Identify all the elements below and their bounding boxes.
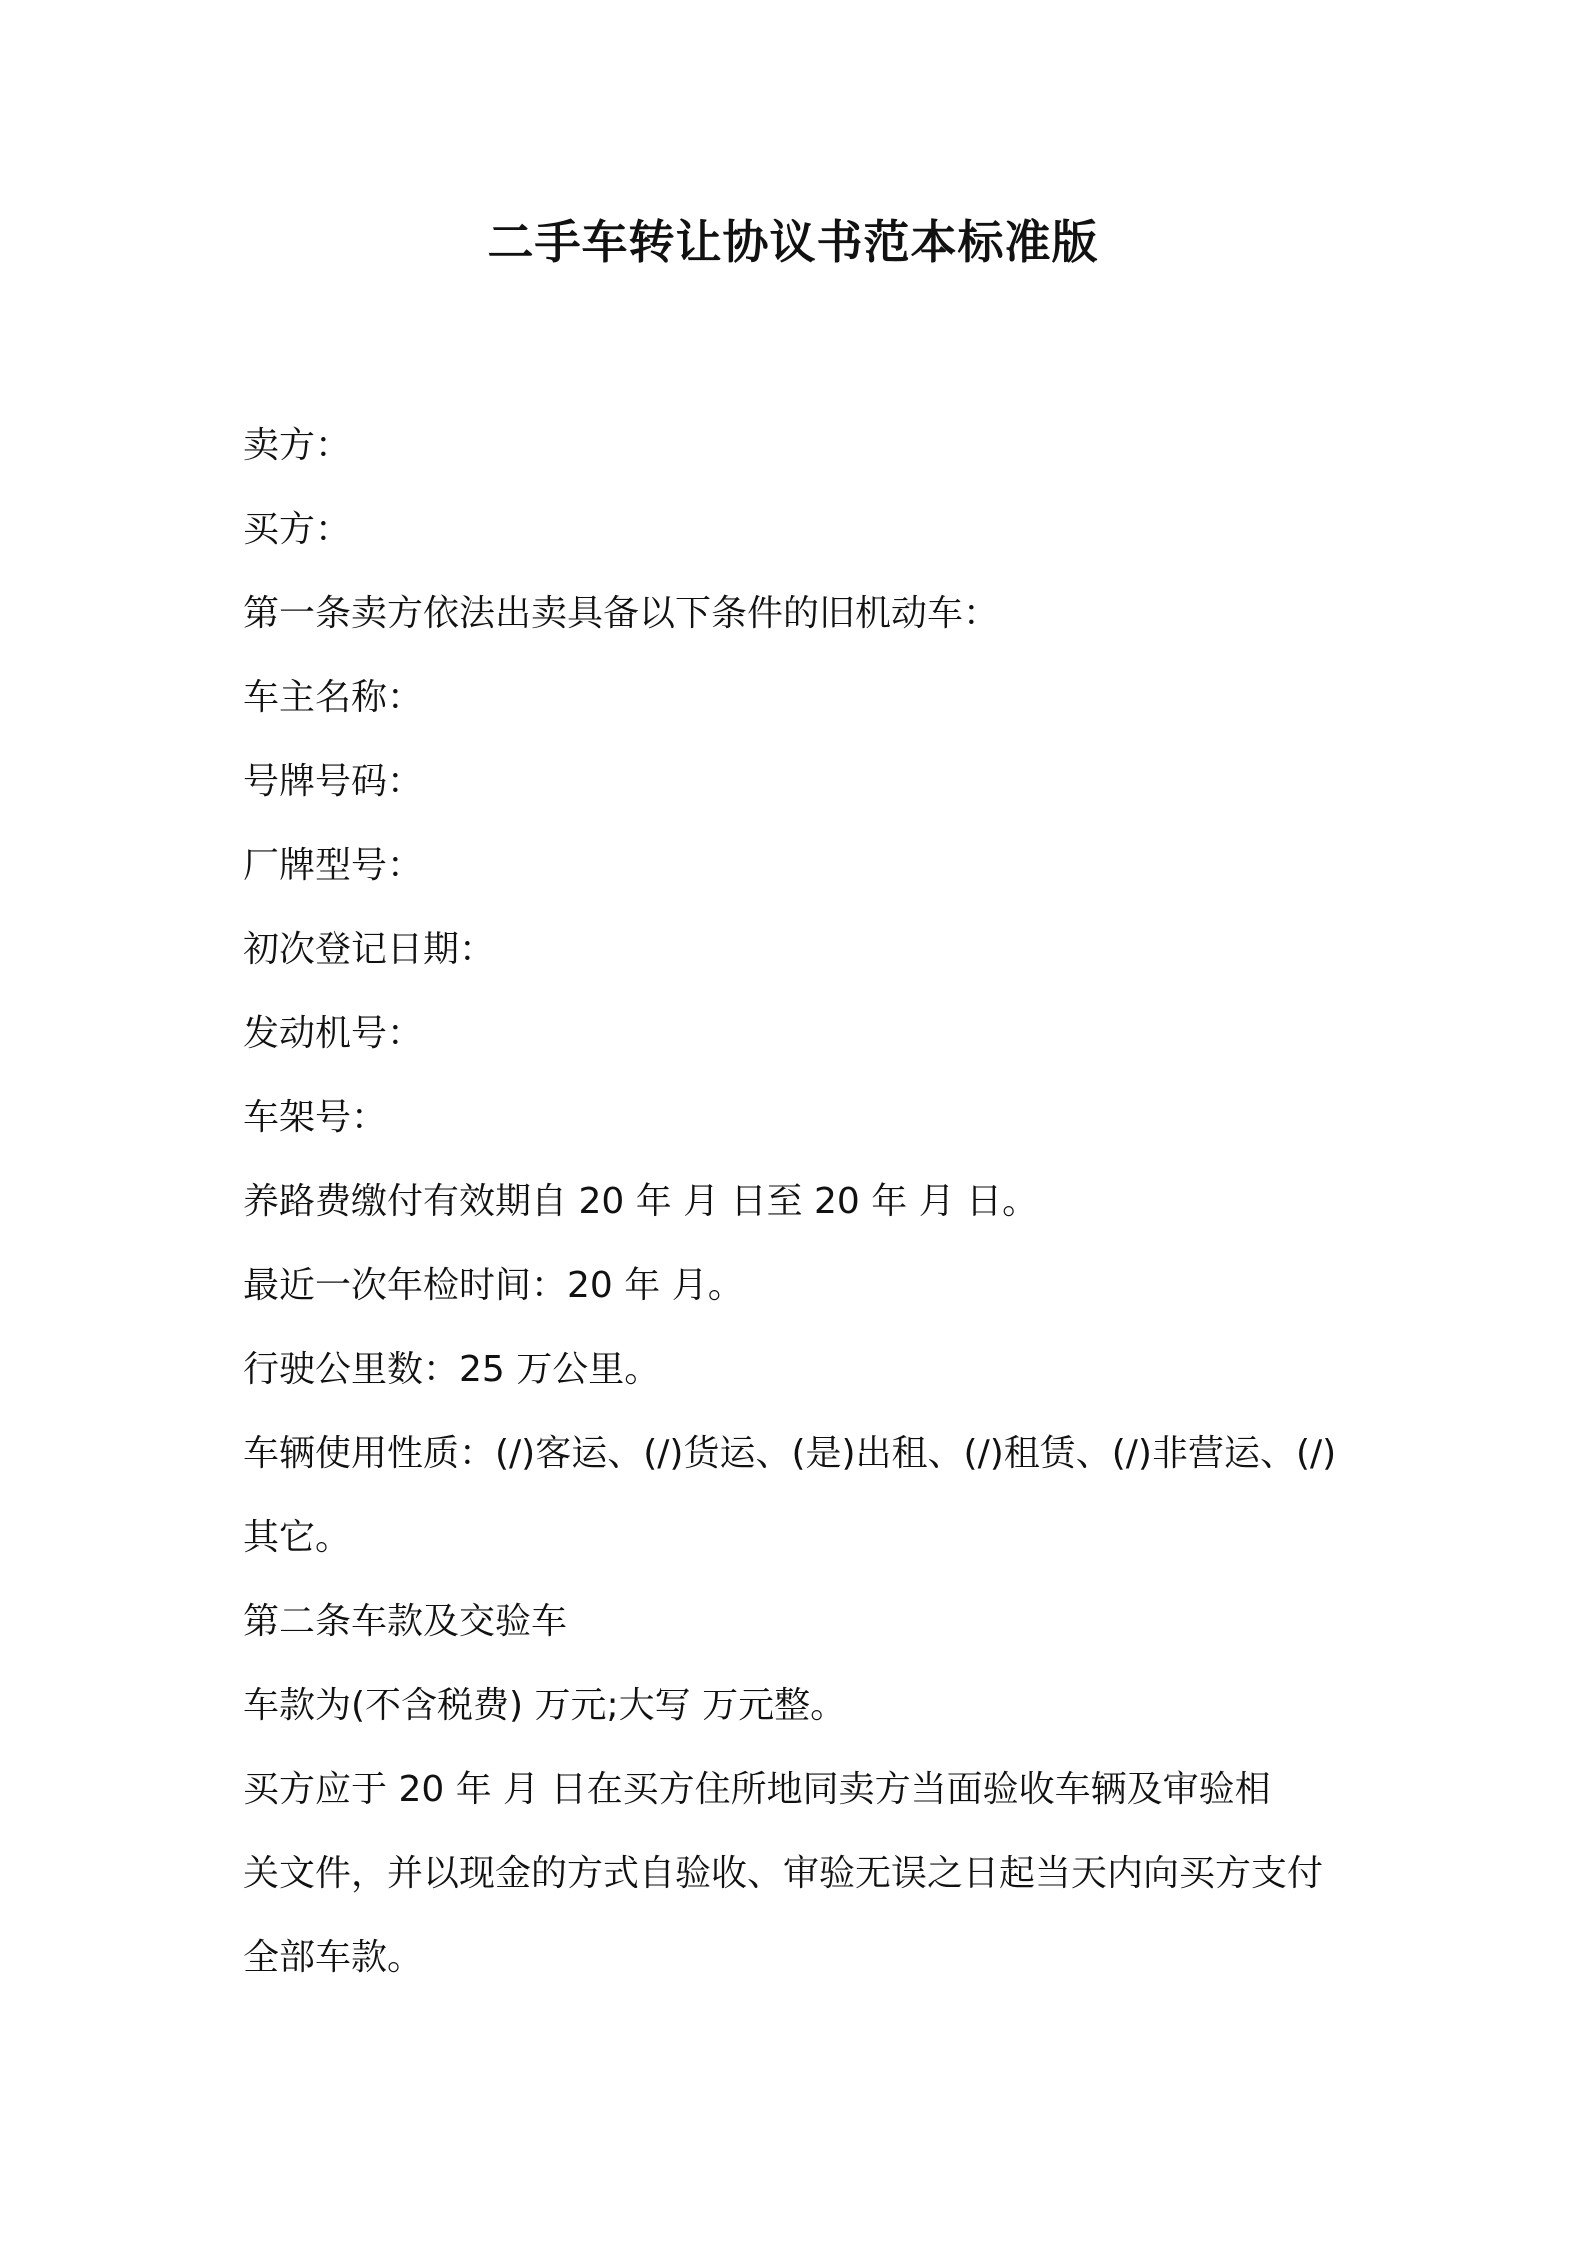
article-two-heading: 第二条车款及交验车 — [243, 1601, 568, 1642]
inspection-paragraph-line-3: 全部车款。 — [243, 1937, 424, 1978]
document-title: 二手车转让协议书范本标准版 — [487, 215, 1099, 269]
annual-inspection-line: 最近一次年检时间：20 年 月。 — [243, 1265, 744, 1306]
first-registration-line: 初次登记日期： — [243, 929, 496, 970]
document-body — [243, 404, 1363, 2000]
inspection-paragraph-line-1: 买方应于 20 年 月 日在买方住所地同卖方当面验收车辆及审验相 — [243, 1769, 1271, 1810]
plate-number-line: 号牌号码： — [243, 761, 424, 802]
usage-nature-line: 车辆使用性质：(/)客运、(/)货运、(是)出租、(/)租赁、(/)非营运、(/) — [243, 1433, 1337, 1474]
owner-name-line: 车主名称： — [243, 677, 424, 718]
mileage-line: 行驶公里数：25 万公里。 — [243, 1349, 661, 1390]
frame-number-line: 车架号： — [243, 1097, 388, 1138]
brand-model-line: 厂牌型号： — [243, 845, 424, 886]
seller-line: 卖方： — [243, 425, 352, 466]
inspection-paragraph-line-2: 关文件，并以现金的方式自验收、审验无误之日起当天内向买方支付 — [243, 1853, 1324, 1894]
road-fee-validity-line: 养路费缴付有效期自 20 年 月 日至 20 年 月 日。 — [243, 1181, 1039, 1222]
engine-number-line: 发动机号： — [243, 1013, 424, 1054]
usage-nature-continuation: 其它。 — [243, 1517, 352, 1558]
article-one-heading: 第一条卖方依法出卖具备以下条件的旧机动车： — [243, 593, 1000, 634]
price-line: 车款为(不含税费) 万元;大写 万元整。 — [243, 1685, 847, 1726]
buyer-line: 买方： — [243, 509, 352, 550]
